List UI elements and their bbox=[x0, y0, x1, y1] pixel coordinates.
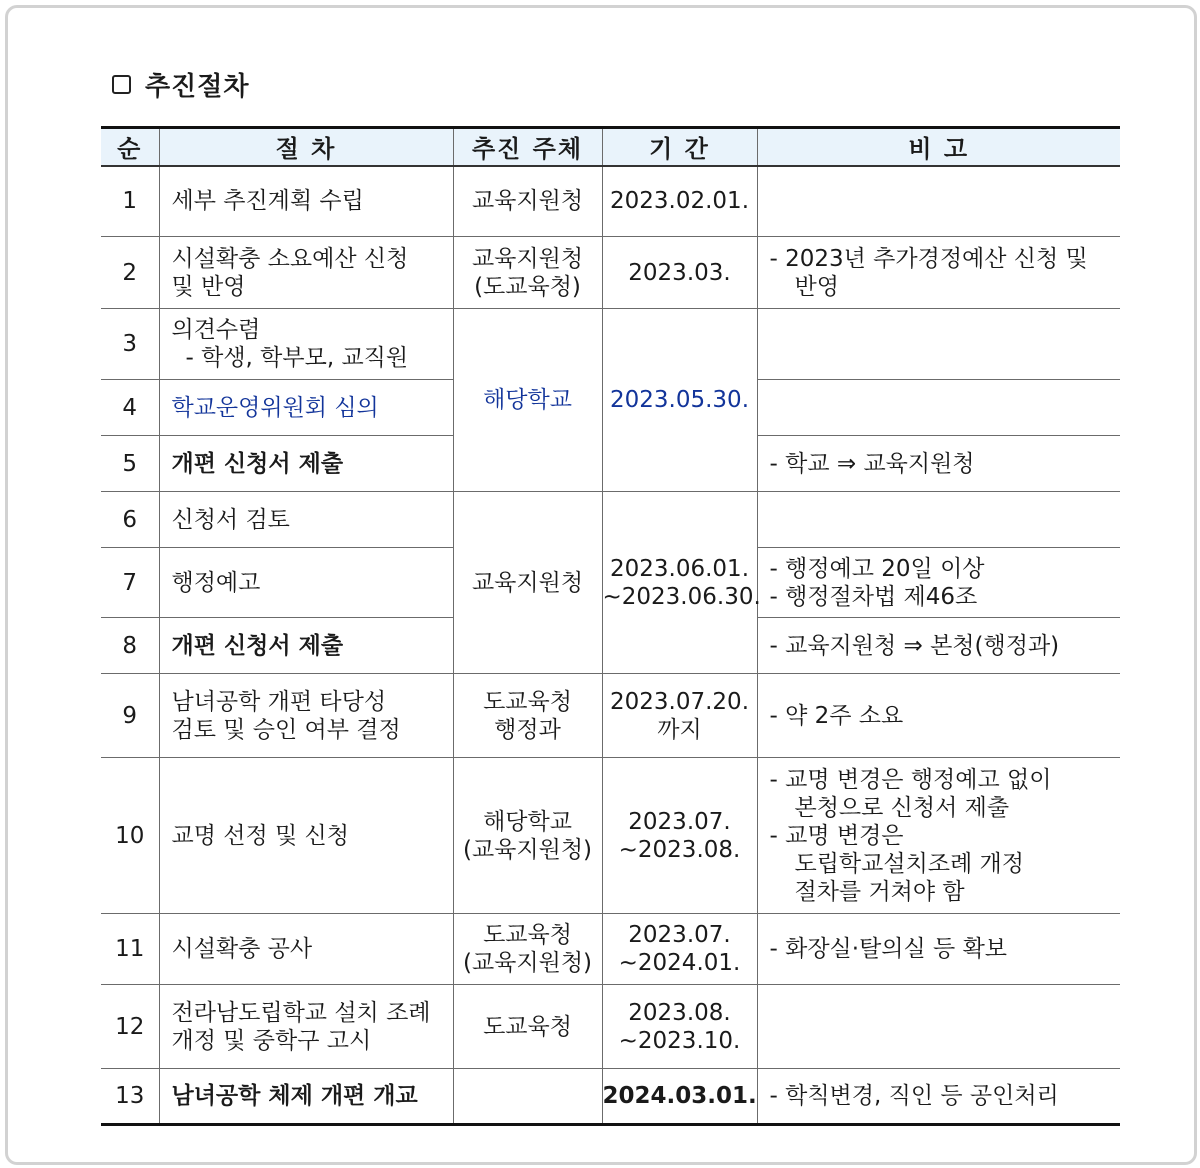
procedure-text: 검토 및 승인 여부 결정 bbox=[171, 716, 401, 743]
procedure-table bbox=[101, 126, 1120, 1126]
remarks-text: 반영 bbox=[794, 273, 839, 300]
remarks-cell bbox=[757, 492, 1120, 548]
procedure-cell bbox=[159, 492, 453, 548]
procedure-cell bbox=[159, 914, 453, 985]
agent-text: 해당학교 bbox=[483, 387, 572, 413]
agent-text: 도교육청 bbox=[483, 688, 572, 715]
row-number: 10 bbox=[101, 758, 159, 914]
period-text: 2023.02.01. bbox=[610, 188, 749, 215]
row-number: 1 bbox=[101, 166, 159, 237]
procedure-subtext: - 학생, 학부모, 교직원 bbox=[185, 345, 409, 371]
procedure-cell bbox=[159, 985, 453, 1069]
period-text: ~2023.10. bbox=[618, 1027, 741, 1054]
remarks-cell bbox=[757, 674, 1120, 758]
period-cell bbox=[602, 914, 757, 985]
remarks-cell bbox=[757, 1069, 1120, 1125]
table-row bbox=[101, 914, 1120, 985]
period-text: 2023.08. bbox=[628, 999, 731, 1026]
agent-cell bbox=[453, 758, 602, 914]
remarks-text: 도립학교설치조례 개정 bbox=[794, 850, 1024, 877]
period-text: 2023.07. bbox=[628, 922, 731, 948]
procedure-text: 남녀공학 체제 개편 개교 bbox=[171, 1083, 418, 1109]
remarks-text: - 학칙변경, 직인 등 공인처리 bbox=[769, 1083, 1059, 1109]
remarks-text: - 2023년 추가경정예산 신청 및 bbox=[769, 245, 1088, 272]
agent-cell-merged bbox=[453, 492, 602, 674]
agent-text: 도교육청 bbox=[483, 922, 572, 948]
header-procedure: 절 차 bbox=[159, 128, 453, 166]
agent-cell bbox=[453, 914, 602, 985]
remarks-text: - 약 2주 소요 bbox=[769, 702, 904, 729]
procedure-text: 시설확충 공사 bbox=[171, 936, 313, 962]
procedure-text: 행정예고 bbox=[171, 569, 261, 596]
agent-cell bbox=[453, 674, 602, 758]
row-number: 6 bbox=[101, 492, 159, 548]
period-cell bbox=[602, 166, 757, 237]
procedure-cell bbox=[159, 758, 453, 914]
row-number: 2 bbox=[101, 237, 159, 309]
remarks-cell bbox=[757, 548, 1120, 618]
procedure-cell bbox=[159, 309, 453, 380]
procedure-text: 신청서 검토 bbox=[171, 506, 290, 533]
remarks-text: - 교육지원청 ⇒ 본청(행정과) bbox=[769, 632, 1060, 659]
remarks-text: - 교명 변경은 행정예고 없이 bbox=[769, 766, 1052, 793]
procedure-text: 학교운영위원회 심의 bbox=[171, 394, 379, 421]
remarks-text: 본청으로 신청서 제출 bbox=[794, 794, 1010, 821]
agent-cell bbox=[453, 985, 602, 1069]
row-number: 5 bbox=[101, 436, 159, 492]
remarks-cell bbox=[757, 380, 1120, 436]
header-remarks: 비 고 bbox=[757, 128, 1120, 166]
agent-text: 교육지원청 bbox=[471, 188, 584, 215]
table-row bbox=[101, 674, 1120, 758]
procedure-text: 세부 추진계획 수립 bbox=[171, 188, 364, 215]
remarks-cell bbox=[757, 914, 1120, 985]
remarks-text: - 행정절차법 제46조 bbox=[769, 583, 978, 610]
agent-text: 해당학교 bbox=[483, 808, 572, 835]
remarks-cell bbox=[757, 166, 1120, 237]
procedure-text: 개정 및 중학구 고시 bbox=[171, 1027, 372, 1054]
header-number: 순 bbox=[101, 128, 159, 166]
procedure-text: 전라남도립학교 설치 조례 bbox=[171, 999, 431, 1026]
period-cell-merged bbox=[602, 309, 757, 492]
agent-text: 행정과 bbox=[494, 716, 561, 743]
row-number: 3 bbox=[101, 309, 159, 380]
period-text: 2024.03.01. bbox=[602, 1083, 757, 1109]
agent-text: 도교육청 bbox=[483, 1013, 572, 1040]
procedure-text: 개편 신청서 제출 bbox=[171, 450, 344, 477]
remarks-text: 절차를 거쳐야 함 bbox=[794, 878, 965, 905]
period-text: ~2023.06.30. bbox=[602, 583, 761, 610]
table-row bbox=[101, 492, 1120, 548]
agent-text: 교육지원청 bbox=[471, 569, 584, 596]
table-row bbox=[101, 309, 1120, 380]
remarks-text: - 행정예고 20일 이상 bbox=[769, 555, 985, 582]
table-header-row bbox=[101, 128, 1120, 166]
agent-cell bbox=[453, 1069, 602, 1125]
period-cell bbox=[602, 1069, 757, 1125]
procedure-text: 의견수렴 bbox=[171, 317, 261, 343]
procedure-cell bbox=[159, 380, 453, 436]
remarks-cell bbox=[757, 436, 1120, 492]
table-row bbox=[101, 1069, 1120, 1125]
procedure-text: 시설확충 소요예산 신청 bbox=[171, 245, 409, 272]
remarks-cell bbox=[757, 985, 1120, 1069]
agent-text: 교육지원청 bbox=[471, 245, 584, 272]
row-number: 4 bbox=[101, 380, 159, 436]
remarks-cell bbox=[757, 309, 1120, 380]
procedure-cell bbox=[159, 618, 453, 674]
agent-cell bbox=[453, 237, 602, 309]
period-cell bbox=[602, 758, 757, 914]
agent-text: (교육지원청) bbox=[462, 950, 593, 976]
remarks-cell bbox=[757, 758, 1120, 914]
procedure-text: 남녀공학 개편 타당성 bbox=[171, 688, 387, 715]
row-number: 9 bbox=[101, 674, 159, 758]
period-text: 2023.03. bbox=[628, 259, 731, 286]
period-text: 2023.05.30. bbox=[610, 387, 749, 413]
header-agent: 추진 주체 bbox=[453, 128, 602, 166]
remarks-cell bbox=[757, 237, 1120, 309]
procedure-cell bbox=[159, 166, 453, 237]
section-heading bbox=[112, 68, 249, 100]
remarks-text: - 학교 ⇒ 교육지원청 bbox=[769, 450, 975, 477]
agent-text: (도교육청) bbox=[474, 273, 581, 300]
table-row bbox=[101, 166, 1120, 237]
checkbox-square-icon bbox=[112, 75, 131, 94]
remarks-text: - 교명 변경은 bbox=[769, 822, 904, 849]
procedure-cell bbox=[159, 674, 453, 758]
remarks-text: - 화장실·탈의실 등 확보 bbox=[769, 936, 1008, 962]
period-cell bbox=[602, 237, 757, 309]
row-number: 11 bbox=[101, 914, 159, 985]
row-number: 13 bbox=[101, 1069, 159, 1125]
period-text: 까지 bbox=[657, 716, 702, 743]
header-period: 기 간 bbox=[602, 128, 757, 166]
procedure-cell bbox=[159, 548, 453, 618]
section-title: 추진절차 bbox=[145, 71, 250, 102]
row-number: 7 bbox=[101, 548, 159, 618]
row-number: 12 bbox=[101, 985, 159, 1069]
agent-text: (교육지원청) bbox=[462, 836, 593, 863]
row-number: 8 bbox=[101, 618, 159, 674]
agent-cell-merged bbox=[453, 309, 602, 492]
table-row bbox=[101, 758, 1120, 914]
procedure-text: 개편 신청서 제출 bbox=[171, 632, 344, 659]
procedure-text: 교명 선정 및 신청 bbox=[171, 822, 349, 849]
procedure-cell bbox=[159, 237, 453, 309]
period-cell-merged bbox=[602, 492, 761, 674]
remarks-cell bbox=[757, 618, 1120, 674]
period-text: ~2024.01. bbox=[618, 950, 741, 976]
procedure-text: 및 반영 bbox=[171, 273, 246, 300]
period-text: 2023.07. bbox=[628, 808, 731, 835]
procedure-cell bbox=[159, 1069, 453, 1125]
period-cell bbox=[602, 985, 757, 1069]
table-row bbox=[101, 985, 1120, 1069]
procedure-cell bbox=[159, 436, 453, 492]
period-cell bbox=[602, 674, 757, 758]
table-row bbox=[101, 237, 1120, 309]
period-text: 2023.07.20. bbox=[610, 688, 749, 715]
period-text: 2023.06.01. bbox=[610, 555, 749, 582]
period-text: ~2023.08. bbox=[618, 836, 741, 863]
agent-cell bbox=[453, 166, 602, 237]
